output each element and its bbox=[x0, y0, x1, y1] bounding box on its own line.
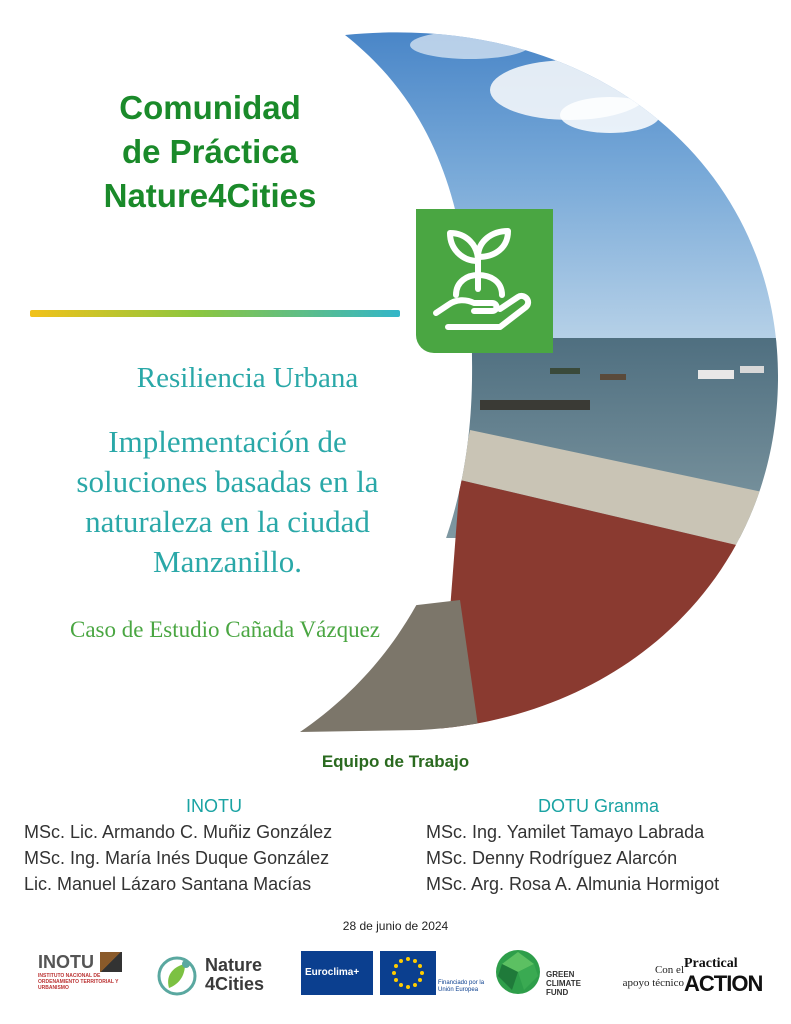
subtitle bbox=[40, 422, 415, 582]
action-label: ACTION bbox=[684, 971, 763, 996]
team-member: MSc. Denny Rodríguez Alarcón bbox=[426, 848, 678, 868]
title-line: de Práctica bbox=[121, 133, 299, 170]
n4c-line2: 4Cities bbox=[205, 974, 265, 994]
case-study-label: Caso de Estudio Cañada Vázquez bbox=[70, 617, 380, 642]
gradient-divider bbox=[30, 310, 400, 317]
plant-in-hand-icon bbox=[416, 209, 553, 353]
practical-action-logo bbox=[684, 956, 764, 1004]
team-column-dotu bbox=[426, 796, 771, 897]
support-line: apoyo técnico bbox=[622, 977, 684, 989]
team-member: MSc. Lic. Armando C. Muñiz González bbox=[24, 822, 333, 842]
eu-funded-label: Financiado por la Unión Europea bbox=[438, 980, 485, 993]
inotu-logo bbox=[38, 952, 138, 1012]
gcf-globe-icon bbox=[494, 948, 542, 996]
inotu-logo-sub: INSTITUTO NACIONAL DE ORDENAMIENTO TERRITORIAL Y URBANISMO bbox=[38, 973, 119, 991]
nature4cities-mark-icon bbox=[155, 952, 199, 998]
support-line: Con el bbox=[654, 964, 684, 976]
publication-date: 28 de junio de 2024 bbox=[342, 919, 449, 933]
subtitle-line: Implementación de bbox=[108, 424, 347, 459]
n4c-line1: Nature bbox=[205, 955, 263, 975]
team-member: Lic. Manuel Lázaro Santana Macías bbox=[24, 874, 312, 894]
gcf-line: GREEN bbox=[546, 970, 575, 979]
team-member: MSc. Ing. María Inés Duque González bbox=[24, 848, 330, 868]
title-line: Comunidad bbox=[119, 89, 301, 126]
euroclima-logo bbox=[301, 951, 373, 995]
eu-stars-icon bbox=[380, 951, 436, 995]
team-member: MSc. Arg. Rosa A. Almunia Hormigot bbox=[426, 874, 720, 894]
subtitle-line: soluciones basadas en la bbox=[76, 464, 379, 499]
org-name: DOTU Granma bbox=[537, 796, 660, 816]
title-line: Nature4Cities bbox=[103, 177, 317, 214]
org-name: INOTU bbox=[186, 796, 242, 816]
subtitle-line: naturaleza en la ciudad bbox=[85, 504, 370, 539]
theme-heading: Resiliencia Urbana bbox=[136, 362, 359, 394]
page-title bbox=[40, 86, 380, 218]
subtitle-line: Manzanillo. bbox=[153, 544, 302, 579]
team-member: MSc. Ing. Yamilet Tamayo Labrada bbox=[426, 822, 705, 842]
support-label bbox=[606, 964, 684, 990]
team-heading: Equipo de Trabajo bbox=[321, 752, 470, 771]
nature4cities-logo bbox=[155, 952, 265, 1000]
gcf-line: FUND bbox=[546, 988, 569, 997]
inotu-mark-icon bbox=[100, 952, 122, 972]
gcf-logo bbox=[494, 948, 604, 1004]
practical-label: Practical bbox=[684, 956, 738, 971]
euroclima-label: Euroclima+ bbox=[305, 967, 360, 978]
gcf-line: CLIMATE bbox=[546, 979, 581, 988]
team-column-inotu bbox=[24, 796, 404, 897]
inotu-logo-name: INOTU bbox=[38, 952, 94, 972]
eu-flag-logo bbox=[380, 951, 436, 995]
